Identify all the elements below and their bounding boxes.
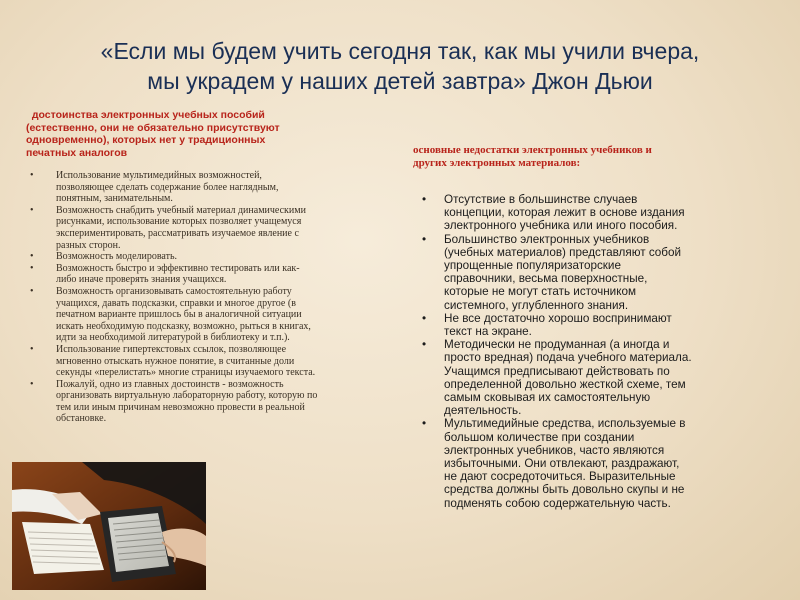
advantage-text-line: разных сторон. <box>56 239 121 251</box>
disadvantage-text-line: не дают сосредоточиться. Выразительные <box>444 470 676 484</box>
disadvantages-list-item <box>420 193 765 233</box>
disadvantage-text-line: • Мультимедийные средства, используемые в <box>444 417 686 431</box>
advantage-text-line: • Использование мультимедийных возможностей, <box>56 170 262 181</box>
advantages-list-item <box>30 344 370 379</box>
disadvantage-text-line: • Методически не продуманная (а иногда и <box>444 338 670 352</box>
advantage-text-line: • Пожалуй, одно из главных достоинств - возможность <box>56 378 284 390</box>
disadvantage-text-line: большом количестве при создании <box>444 430 635 444</box>
disadvantage-text-line: деятельность. <box>444 404 522 418</box>
advantages-list-item <box>30 205 370 251</box>
disadvantage-text-line: избыточными. Они отвлекают, раздражают, <box>444 457 680 471</box>
advantages-heading-line: печатных аналогов <box>26 146 128 159</box>
advantage-text-line: печатном варианте пришлось бы в аналогичной ситуации <box>56 309 302 321</box>
disadvantage-text-line: системного, углубленного знания. <box>444 298 629 312</box>
disadvantage-text-line: • Не все достаточно хорошо воспринимают <box>444 311 672 325</box>
advantage-text-line: обстановке. <box>56 413 107 425</box>
advantages-heading-line: (естественно, они не обязательно присутствуют <box>26 121 280 134</box>
disadvantage-text-line: • Отсутствие в большинстве случаев <box>444 193 638 206</box>
advantages-list-item <box>30 263 370 286</box>
slide-title <box>40 36 760 96</box>
disadvantage-text-line: электронного учебника или иного пособия. <box>444 219 678 233</box>
advantage-text-line: учащихся, давать подсказки, справки и многое другое (в <box>56 297 296 309</box>
slide-title-line: мы украдем у наших детей завтра» Джон Дьюи <box>147 68 653 94</box>
disadvantage-text-line: средства должны быть довольно скупы и не <box>444 483 685 497</box>
advantage-text-line: • Возможность быстро и эффективно тестировать или как- <box>56 262 300 274</box>
advantages-list <box>30 170 370 425</box>
disadvantages-list-item <box>420 338 765 417</box>
disadvantage-text-line: электронных учебников, часто являются <box>444 443 665 457</box>
advantage-text-line: секунды «перелистать» многие страницы изучаемого текста. <box>56 367 316 379</box>
disadvantages-heading-line: основные недостатки электронных учебников и <box>413 144 652 156</box>
advantage-text-line: идти за необходимой литературой в библиотеку и т.п.). <box>56 332 290 344</box>
disadvantage-text-line: Учащимся предписывают действовать по <box>444 364 670 378</box>
advantages-heading <box>26 109 346 159</box>
slide-title-line: «Если мы будем учить сегодня так, как мы учили вчера, <box>100 38 700 64</box>
advantages-list-item <box>30 170 370 205</box>
disadvantage-text-line: подменять собою содержательную часть. <box>444 496 671 510</box>
disadvantages-heading-line: других электронных материалов: <box>413 156 581 169</box>
ebook-reader-illustration <box>12 462 206 590</box>
advantage-text-line: • Возможность организовывать самостоятельную работу <box>56 285 292 297</box>
disadvantage-text-line: просто вредная) подача учебного материала. <box>444 351 692 365</box>
disadvantages-list <box>420 193 765 510</box>
advantages-list-item <box>30 251 370 263</box>
advantage-text-line: организовать виртуальную лабораторную работу, которую по <box>56 390 318 402</box>
disadvantage-text-line: текст на экране. <box>444 325 532 339</box>
advantages-list-item <box>30 286 370 344</box>
advantage-text-line: рисунками, использование которых позволяет учащемуся <box>56 216 302 228</box>
ebook-reader-photo <box>12 462 206 590</box>
disadvantages-heading <box>413 144 773 169</box>
advantages-heading-line: достоинства электронных учебных пособий <box>26 109 265 121</box>
disadvantages-list-item <box>420 233 765 312</box>
disadvantage-text-line: определенной довольно жесткой схеме, тем <box>444 377 686 391</box>
disadvantage-text-line: концепции, которая лежит в основе издания <box>444 206 685 220</box>
disadvantage-text-line: • Большинство электронных учебников <box>444 232 650 246</box>
advantages-heading-line: одновременно), которых нет у традиционных <box>26 134 266 146</box>
advantage-text-line: искать необходимую подсказку, возможно, рыться в книгах, <box>56 320 311 332</box>
disadvantage-text-line: самым сковывая их самостоятельную <box>444 391 651 405</box>
advantage-text-line: мгновенно отыскать нужное понятие, в считанные доли <box>56 355 295 367</box>
advantage-text-line: экспериментировать, рассматривать изучаемое явление с <box>56 227 299 239</box>
advantage-text-line: тем или иным причинам невозможно провести в реальной <box>56 401 305 413</box>
disadvantages-list-item <box>420 417 765 509</box>
advantage-text-line: позволяющее сделать содержание более наглядным, <box>56 181 279 193</box>
advantage-text-line: • Использование гипертекстовых ссылок, позволяющее <box>56 343 287 355</box>
advantage-text-line: либо иначе проверять знания учащихся. <box>56 274 227 286</box>
advantages-list-item <box>30 379 370 425</box>
advantage-text-line: • Возможность моделировать. <box>56 251 178 263</box>
disadvantage-text-line: упрощенные популяризаторские <box>444 259 621 273</box>
advantage-text-line: понятным, занимательным. <box>56 193 173 205</box>
disadvantage-text-line: (учебных материалов) представляют собой <box>444 245 682 259</box>
disadvantage-text-line: справочники, весьма поверхностные, <box>444 272 648 286</box>
disadvantage-text-line: которые не могут стать источником <box>444 285 636 299</box>
advantage-text-line: • Возможность снабдить учебный материал динамическими <box>56 204 306 216</box>
disadvantages-list-item <box>420 312 765 338</box>
